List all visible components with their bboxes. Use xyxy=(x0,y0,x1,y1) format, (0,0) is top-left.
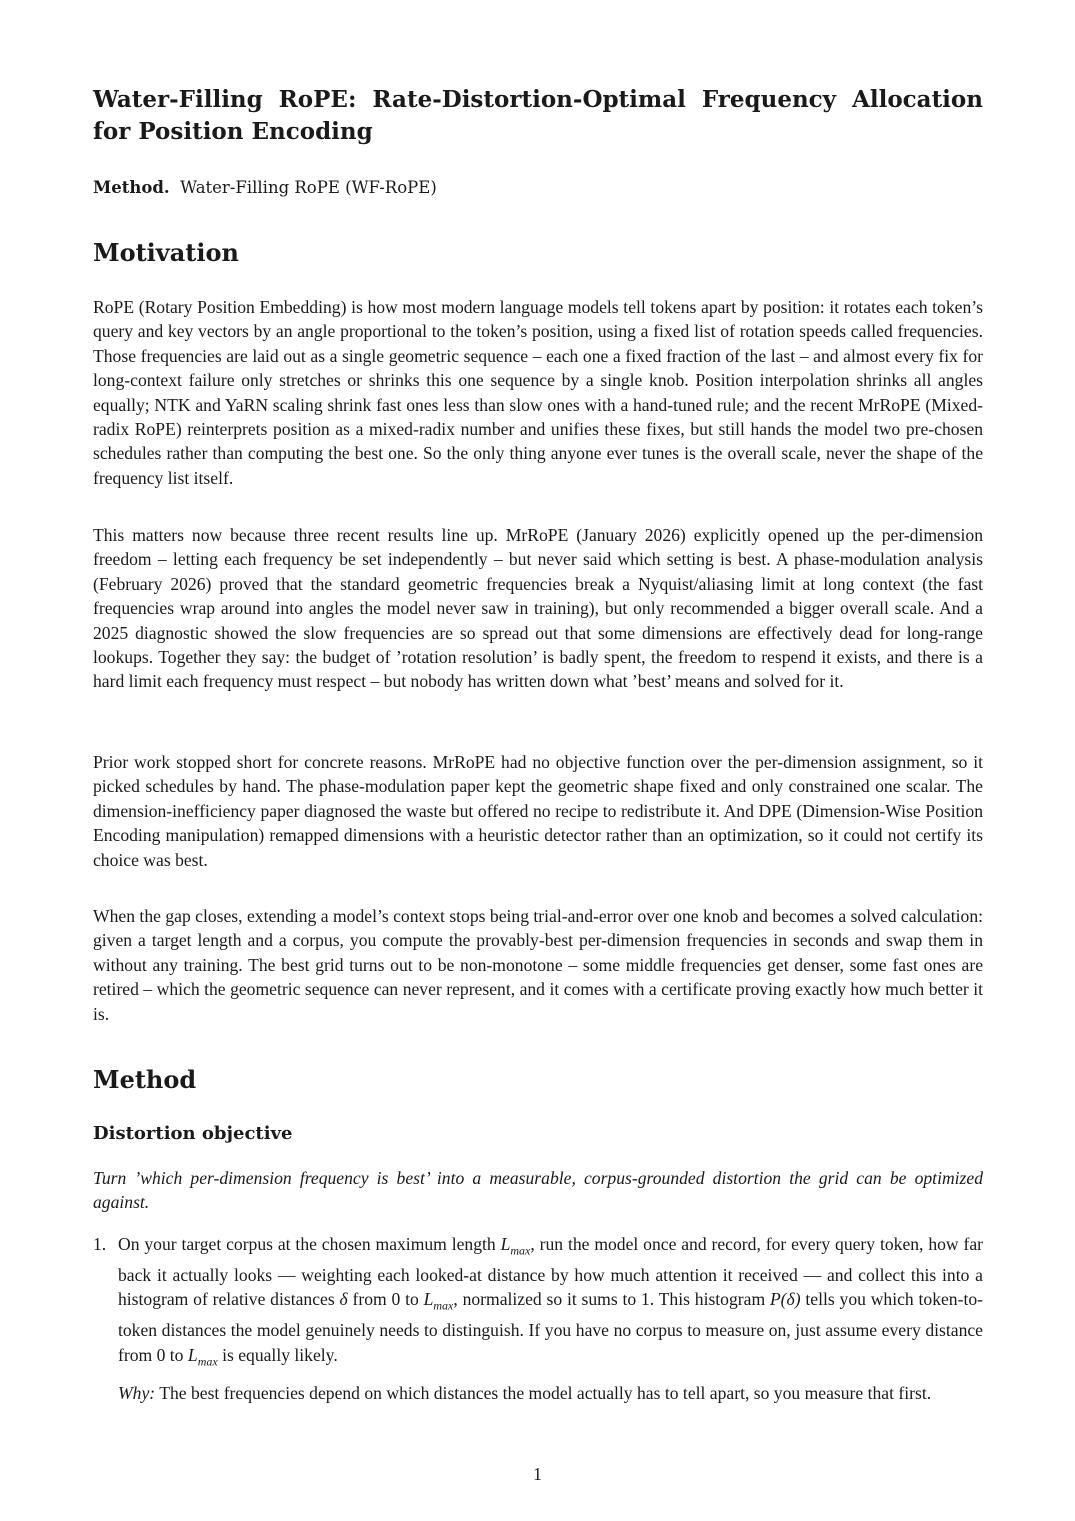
math-L: L xyxy=(423,1289,434,1310)
math-sub-max: max xyxy=(433,1298,454,1313)
math-L-max xyxy=(187,1344,218,1369)
paper-page xyxy=(93,84,984,1403)
motivation-heading: Motivation xyxy=(93,238,239,267)
why-note xyxy=(118,1381,983,1405)
list-item xyxy=(93,1232,983,1405)
method-heading: Method xyxy=(93,1065,197,1094)
step-text: On your target corpus at the chosen maximum length xyxy=(118,1234,501,1254)
list-item-body xyxy=(118,1232,983,1405)
step-text: is equally likely. xyxy=(217,1344,338,1365)
page-number: 1 xyxy=(533,1464,542,1484)
paper-title: Water-Filling RoPE: Rate-Distortion-Optimal Frequency Allocation for Position Encoding xyxy=(93,86,983,145)
motivation-paragraph-4: When the gap closes, extending a model’s context stops being trial-and-error over one knob and becomes a solved calculation: given a target length and a corpus, you compute the provably-best per-dimension frequencies in seconds and swap them in without any training. The best grid turns out to be non-monotone – some middle frequencies get denser, some fast ones are retired – which the geometric sequence can never represent, and it comes with a certificate proving exactly how much better it is. xyxy=(93,906,983,1024)
math-L: L xyxy=(500,1234,511,1254)
step-text: , normalized so it sums to 1. This histogram xyxy=(453,1289,770,1310)
math-delta: δ xyxy=(339,1289,348,1310)
method-line xyxy=(93,178,437,197)
math-L-max xyxy=(423,1289,454,1313)
motivation-paragraph-2: This matters now because three recent results line up. MrRoPE (January 2026) explicitly opened up the per-dimension freedom – letting each frequency be set independently – but never said which setting is best. A phase-modulation analysis (February 2026) proved that the standard geometric frequencies break a Nyquist/aliasing limit at long context (the fast frequencies wrap around into angles the model never saw in training), but only recommended a bigger overall scale. And a 2025 diagnostic showed the slow frequencies are so spread out that some dimensions are effectively dead for long-range lookups. Together they say: the budget of ’rotation resolution’ is badly spent, the freedom to respend it exists, and there is a hard limit each frequency must respect – but nobody has written down what ’best’ means and solved for it. xyxy=(93,525,983,692)
method-name: Water-Filling RoPE (WF-RoPE) xyxy=(180,178,437,197)
distortion-objective-heading: Distortion objective xyxy=(93,1123,293,1144)
math-L: L xyxy=(187,1344,198,1365)
math-sub-max: max xyxy=(510,1243,531,1258)
distortion-objective-intro: Turn ’which per-dimension frequency is best’ into a measurable, corpus-grounded distortion the grid can be optimized against. xyxy=(93,1168,983,1213)
why-text: The best frequencies depend on which distances the model actually has to tell apart, so you measure that first. xyxy=(155,1382,932,1403)
method-label: Method. xyxy=(93,178,170,197)
motivation-paragraph-1: RoPE (Rotary Position Embedding) is how most modern language models tell tokens apart by position: it rotates each token’s query and key vectors by an angle proportional to the token’s position, using a fixed list of rotation speeds called frequencies. Those frequencies are laid out as a single geometric sequence – each one a fixed fraction of the last – and almost every fix for long-context failure only stretches or shrinks this one sequence by a single knob. Position interpolation shrinks all angles equally; NTK and YaRN scaling shrink fast ones less than slow ones with a hand-tuned rule; and the recent MrRoPE (Mixed-radix RoPE) reinterprets position as a mixed-radix number and unifies these fixes, but still hands the model two pre-chosen schedules rather than computing the best one. So the only thing anyone ever tunes is the overall scale, never the shape of the frequency list itself. xyxy=(93,297,983,488)
math-sub-max: max xyxy=(197,1354,218,1369)
why-label: Why: xyxy=(118,1382,156,1403)
method-step-list xyxy=(93,1232,983,1405)
list-item-number: 1. xyxy=(93,1234,107,1254)
math-L-max xyxy=(500,1234,531,1258)
motivation-paragraph-3: Prior work stopped short for concrete reasons. MrRoPE had no objective function over the per-dimension assignment, so it picked schedules by hand. The phase-modulation paper kept the geometric shape fixed and only constrained one scalar. The dimension-inefficiency paper diagnosed the waste but offered no recipe to redistribute it. And DPE (Dimension-Wise Position Encoding manipulation) remapped dimensions with a heuristic detector rather than an optimization, so it could not certify its choice was best. xyxy=(93,752,983,870)
step-text: tells you which token-to-token distances the model genuinely needs to distinguish. If you have no corpus to measure on, just assume every distance from 0 to xyxy=(118,1289,984,1365)
step-text: from 0 to xyxy=(347,1289,424,1310)
math-P-delta: P(δ) xyxy=(769,1289,801,1310)
step-text: , run the model once and record, for every query token, how far back it actually looks — weighting each looked-at distance by how much attention it received — and collect this into a histogram of relative distances xyxy=(118,1234,984,1310)
